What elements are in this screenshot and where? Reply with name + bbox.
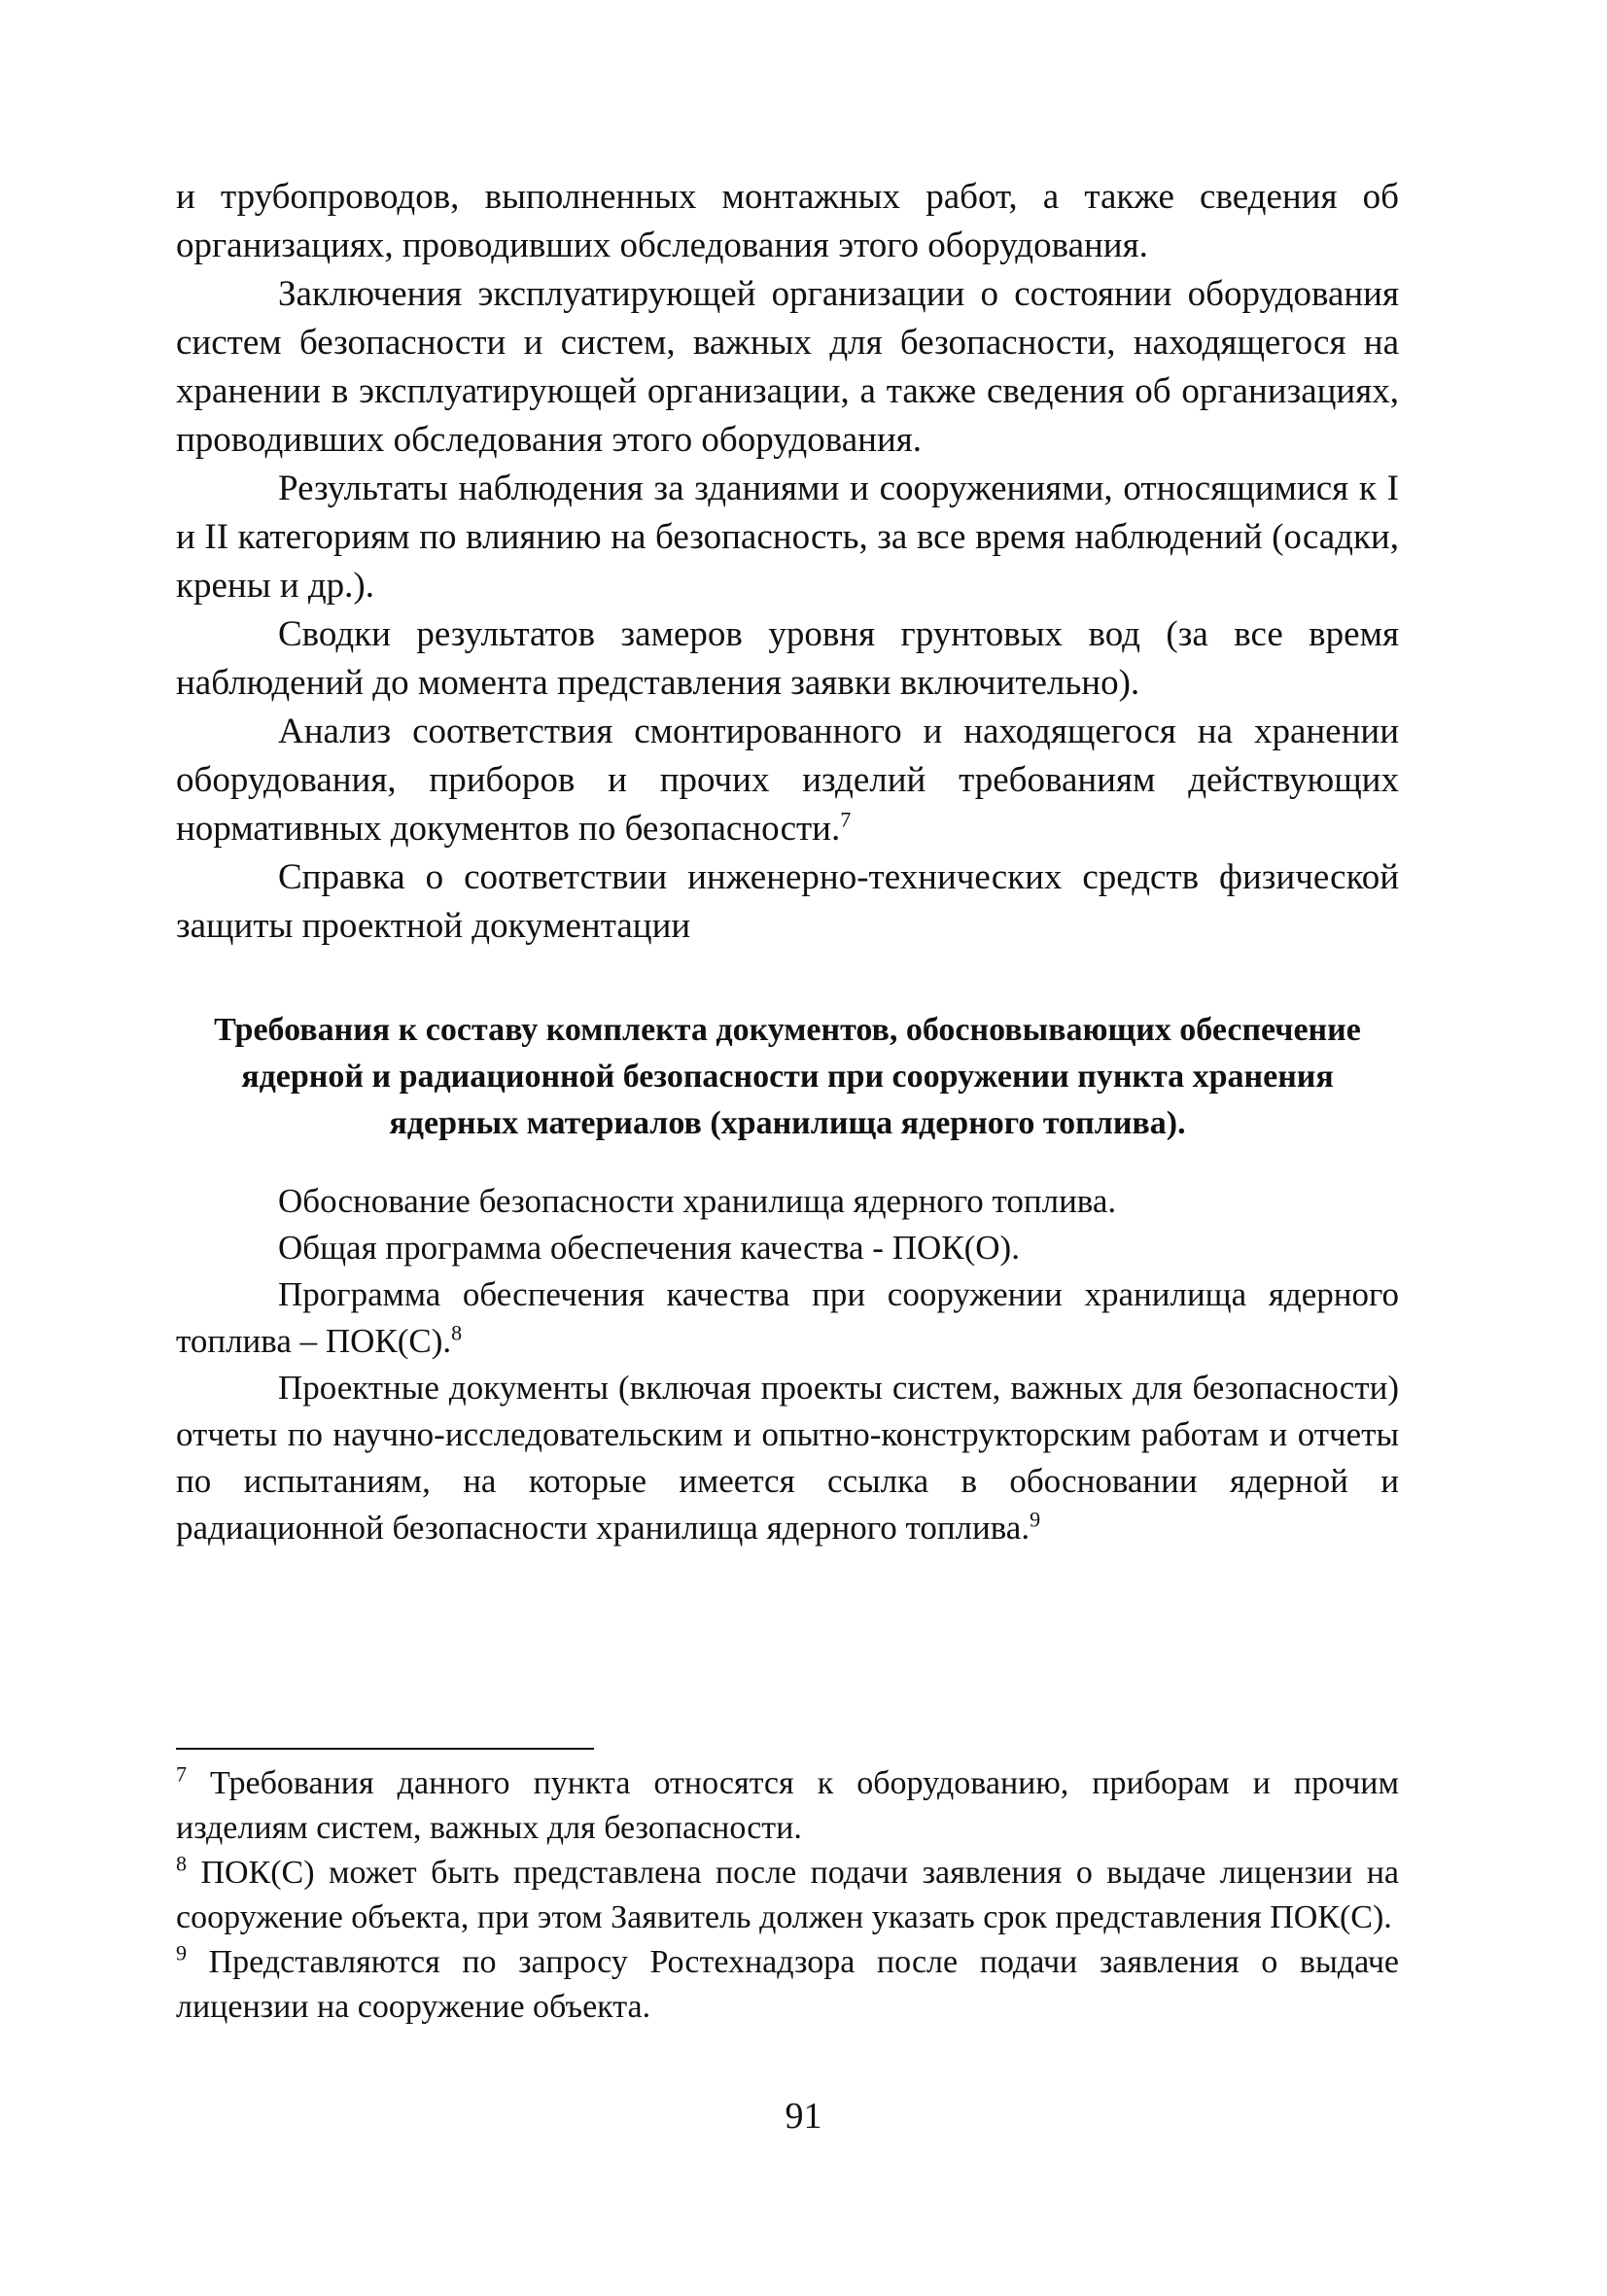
- footnotes: [176, 1761, 1399, 2030]
- paragraph-observations: Результаты наблюдения за зданиями и сооружениями, относящимися к I и II категориям по влиянию на безопасность, за все время наблюдений (осадки, крены и др.).: [176, 469, 1399, 606]
- main-text: [176, 173, 1399, 951]
- footnote-ref-8: 8: [451, 1320, 463, 1345]
- paragraph-analysis: [176, 708, 1399, 853]
- footnote-7-text: Требования данного пункта относятся к оборудованию, приборам и прочим изделиям систем, важных для безопасности.: [176, 1765, 1400, 1846]
- section-item-construction-qa: [176, 1271, 1399, 1365]
- footnote-ref-7: 7: [840, 807, 852, 832]
- paragraph-continuation: и трубопроводов, выполненных монтажных работ, а также сведения об организациях, проводивших обследования этого оборудования.: [176, 177, 1399, 265]
- footnote-8: [176, 1851, 1399, 1940]
- footnote-9: [176, 1940, 1399, 2030]
- section-title: Требования к составу комплекта документов, обосновывающих обеспечение ядерной и радиационной безопасности при сооружении пункта хранения ядерных материалов (хранилища ядерного топлива).: [214, 1012, 1361, 1141]
- paragraph-analysis-text: Анализ соответствия смонтированного и находящегося на хранении оборудования, приборов и прочих изделий требованиям действующих нормативных документов по безопасности.: [176, 712, 1399, 849]
- section-item-safety-justification: Обоснование безопасности хранилища ядерного топлива.: [278, 1182, 1117, 1220]
- footnote-7: [176, 1761, 1399, 1851]
- paragraph-physical-protection: Справка о соответствии инженерно-технических средств физической защиты проектной документации: [176, 857, 1399, 946]
- section-items: [176, 1178, 1399, 1551]
- footnote-7-number: 7: [176, 1761, 187, 1787]
- footnote-divider: [176, 1748, 594, 1750]
- section-item-construction-qa-text: Программа обеспечения качества при сооружении хранилища ядерного топлива – ПОК(С).: [176, 1275, 1399, 1360]
- footnote-ref-9: 9: [1030, 1507, 1041, 1532]
- footnote-8-text: ПОК(С) может быть представлена после подачи заявления о выдаче лицензии на сооружение объекта, при этом Заявитель должен указать срок представления ПОК(С).: [176, 1855, 1400, 1935]
- footnote-9-text: Представляются по запросу Ростехнадзора после подачи заявления о выдаче лицензии на сооружение объекта.: [176, 1944, 1400, 2025]
- section-item-design-documents-text: Проектные документы (включая проекты систем, важных для безопасности) отчеты по научно-исследовательским и опытно-конструкторским работам и отчеты по испытаниям, на которые имеется ссылка в обосновании ядерной и радиационной безопасности хранилища ядерного топлива.: [176, 1369, 1399, 1547]
- footnote-9-number: 9: [176, 1940, 187, 1966]
- section-item-design-documents: [176, 1365, 1399, 1551]
- paragraph-conclusions: Заключения эксплуатирующей организации о состоянии оборудования систем безопасности и систем, важных для безопасности, находящегося на хранении в эксплуатирующей организации, а также сведения об организациях, проводивших обследования этого оборудования.: [176, 274, 1399, 460]
- footnote-8-number: 8: [176, 1851, 187, 1876]
- paragraph-groundwater: Сводки результатов замеров уровня грунтовых вод (за все время наблюдений до момента представления заявки включительно).: [176, 614, 1399, 703]
- section-item-general-qa: Общая программа обеспечения качества - ПОК(О).: [278, 1229, 1020, 1267]
- page-number: 91: [785, 2096, 822, 2137]
